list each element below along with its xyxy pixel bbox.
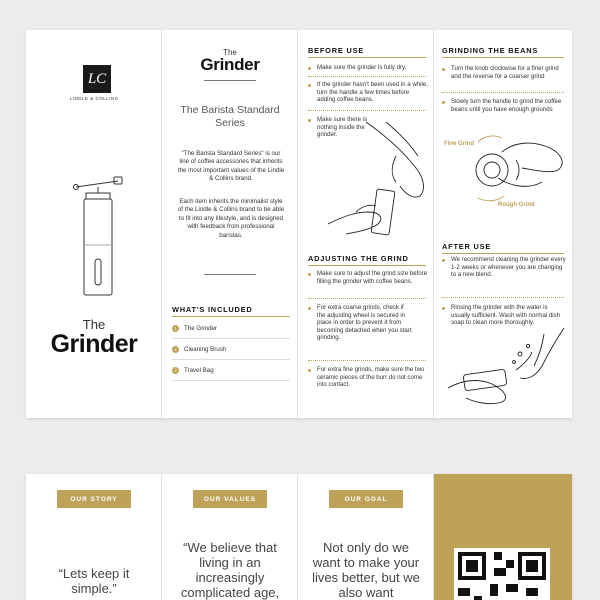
intro-the-label: The	[223, 48, 237, 57]
grinder-illustration	[66, 175, 126, 305]
bullet-dot	[308, 67, 311, 70]
item-number: 2	[172, 346, 179, 353]
before-use-title: BEFORE USE	[308, 46, 365, 55]
bullet-divider	[308, 76, 426, 77]
bullet-dot	[308, 273, 311, 276]
bullet-text: For extra coarse grinds, check if the adjusting wheel is secured in place in order to prevent it from becoming detached when you start grinding.	[317, 304, 412, 342]
item-number: 1	[172, 325, 179, 332]
bullet-divider	[442, 297, 564, 298]
section-underline	[442, 57, 564, 58]
goal-panel	[298, 474, 434, 600]
bullet-item	[308, 64, 428, 72]
bullet-divider	[442, 92, 564, 93]
bullet-item	[308, 304, 412, 342]
bullet-dot	[442, 68, 445, 71]
bullet-divider	[308, 110, 426, 111]
bullet-text: Make sure to adjust the grind size before filling the grinder with coffee beans.	[317, 270, 428, 285]
bullet-text: For extra fine grinds, make sure the two ceramic pieces of the burr do not come into contact.	[317, 366, 425, 389]
qr-code[interactable]	[454, 548, 550, 600]
after-use-title: AFTER USE	[442, 242, 492, 251]
section-underline	[308, 265, 426, 266]
goal-tag: OUR GOAL	[329, 490, 403, 508]
knob-adjust-illustration	[458, 130, 570, 204]
intro-panel	[162, 30, 298, 418]
section-underline	[172, 316, 290, 317]
divider	[204, 274, 256, 275]
bullet-divider	[308, 298, 426, 299]
story-quote: “Lets keep it simple.”	[58, 566, 130, 596]
series-name: The Barista Standard Series	[180, 104, 280, 129]
item-label: The Grinder	[184, 324, 218, 332]
cover-title: Grinder	[50, 330, 138, 358]
grinding-panel	[434, 30, 572, 418]
story-panel	[26, 474, 162, 600]
grinding-title: GRINDING THE BEANS	[442, 46, 539, 55]
bullet-item	[308, 81, 428, 104]
logo-monogram: LC	[87, 70, 107, 87]
intro-paragraph-1: "The Barista Standard Series" is our line of coffee accessories that inherits the most important values of the Lindle & Collins brand.	[177, 150, 285, 183]
bullet-item	[442, 98, 566, 113]
values-panel	[162, 474, 298, 600]
intro-paragraph-2: Each item inherits the minimalist style of the Lindle & Collins brand to be able to fit into any lifestyle, and is designed with feedback from professional baristas.	[177, 198, 285, 239]
brochure-inside-sheet	[26, 30, 572, 418]
bullet-dot	[442, 101, 445, 104]
hands-grinder-illustration	[326, 116, 430, 242]
bullet-dot	[308, 369, 311, 372]
bullet-dot	[442, 307, 445, 310]
section-underline	[308, 57, 426, 58]
washing-hands-illustration	[444, 328, 566, 408]
included-list	[172, 318, 290, 381]
intro-title: Grinder	[200, 55, 260, 74]
brand-name: LINDLE & COLLINS	[69, 96, 119, 101]
item-number: 3	[172, 367, 179, 374]
bullet-item	[442, 65, 566, 80]
bullet-text: Turn the knob clockwise for a finer grind and the reverse for a coarser grind	[451, 65, 559, 80]
cover-panel	[26, 30, 162, 418]
adjusting-title: ADJUSTING THE GRIND	[308, 254, 409, 263]
brand-logo	[83, 65, 111, 93]
values-tag: OUR VALUES	[193, 490, 267, 508]
list-item	[172, 339, 290, 360]
values-quote: “We believe that living in an increasingly complicated age,	[180, 540, 280, 600]
included-title: WHAT'S INCLUDED	[172, 305, 253, 314]
bullet-dot	[308, 307, 311, 310]
brochure-outside-sheet	[26, 474, 572, 600]
bullet-dot	[308, 119, 311, 122]
item-label: Cleaning Brush	[184, 345, 227, 353]
rough-grind-label: Rough Grind	[498, 202, 535, 208]
bullet-text: Rinsing the grinder with the water is usually sufficient. Wash with normal dish soap to clean more thoroughly.	[451, 304, 561, 327]
item-label: Travel Bag	[184, 366, 214, 374]
qr-code-icon	[454, 548, 550, 600]
bullet-text: If the grinder hasn't been used in a while, turn the handle a few times before adding coffee beans.	[317, 81, 428, 104]
bullet-text: Make sure there is nothing inside the grinder.	[317, 116, 368, 139]
list-item	[172, 360, 290, 381]
bullet-text: Slowly turn the handle to grind the coffee beans until you have enough grounds	[451, 98, 562, 113]
fine-grind-label: Fine Grind	[444, 141, 474, 147]
cover-the-label: The	[82, 317, 106, 332]
bullet-divider	[308, 360, 426, 361]
bullet-item	[442, 256, 566, 279]
section-underline	[442, 253, 564, 254]
goal-quote: Not only do we want to make your lives better, but we also want	[312, 540, 420, 600]
before-use-panel	[298, 30, 434, 418]
list-item	[172, 318, 290, 339]
bullet-item	[442, 304, 566, 327]
bullet-text: Make sure the grinder is fully dry.	[317, 64, 407, 71]
qr-panel	[434, 474, 572, 600]
bullet-text: We recommend cleaning the grinder every 1-2 weeks or whenever you are changing to a new blend.	[451, 256, 566, 279]
story-tag: OUR STORY	[57, 490, 131, 508]
bullet-dot	[308, 84, 311, 87]
bullet-item	[308, 270, 428, 285]
bullet-dot	[442, 259, 445, 262]
divider	[204, 80, 256, 81]
bullet-item	[308, 366, 428, 389]
